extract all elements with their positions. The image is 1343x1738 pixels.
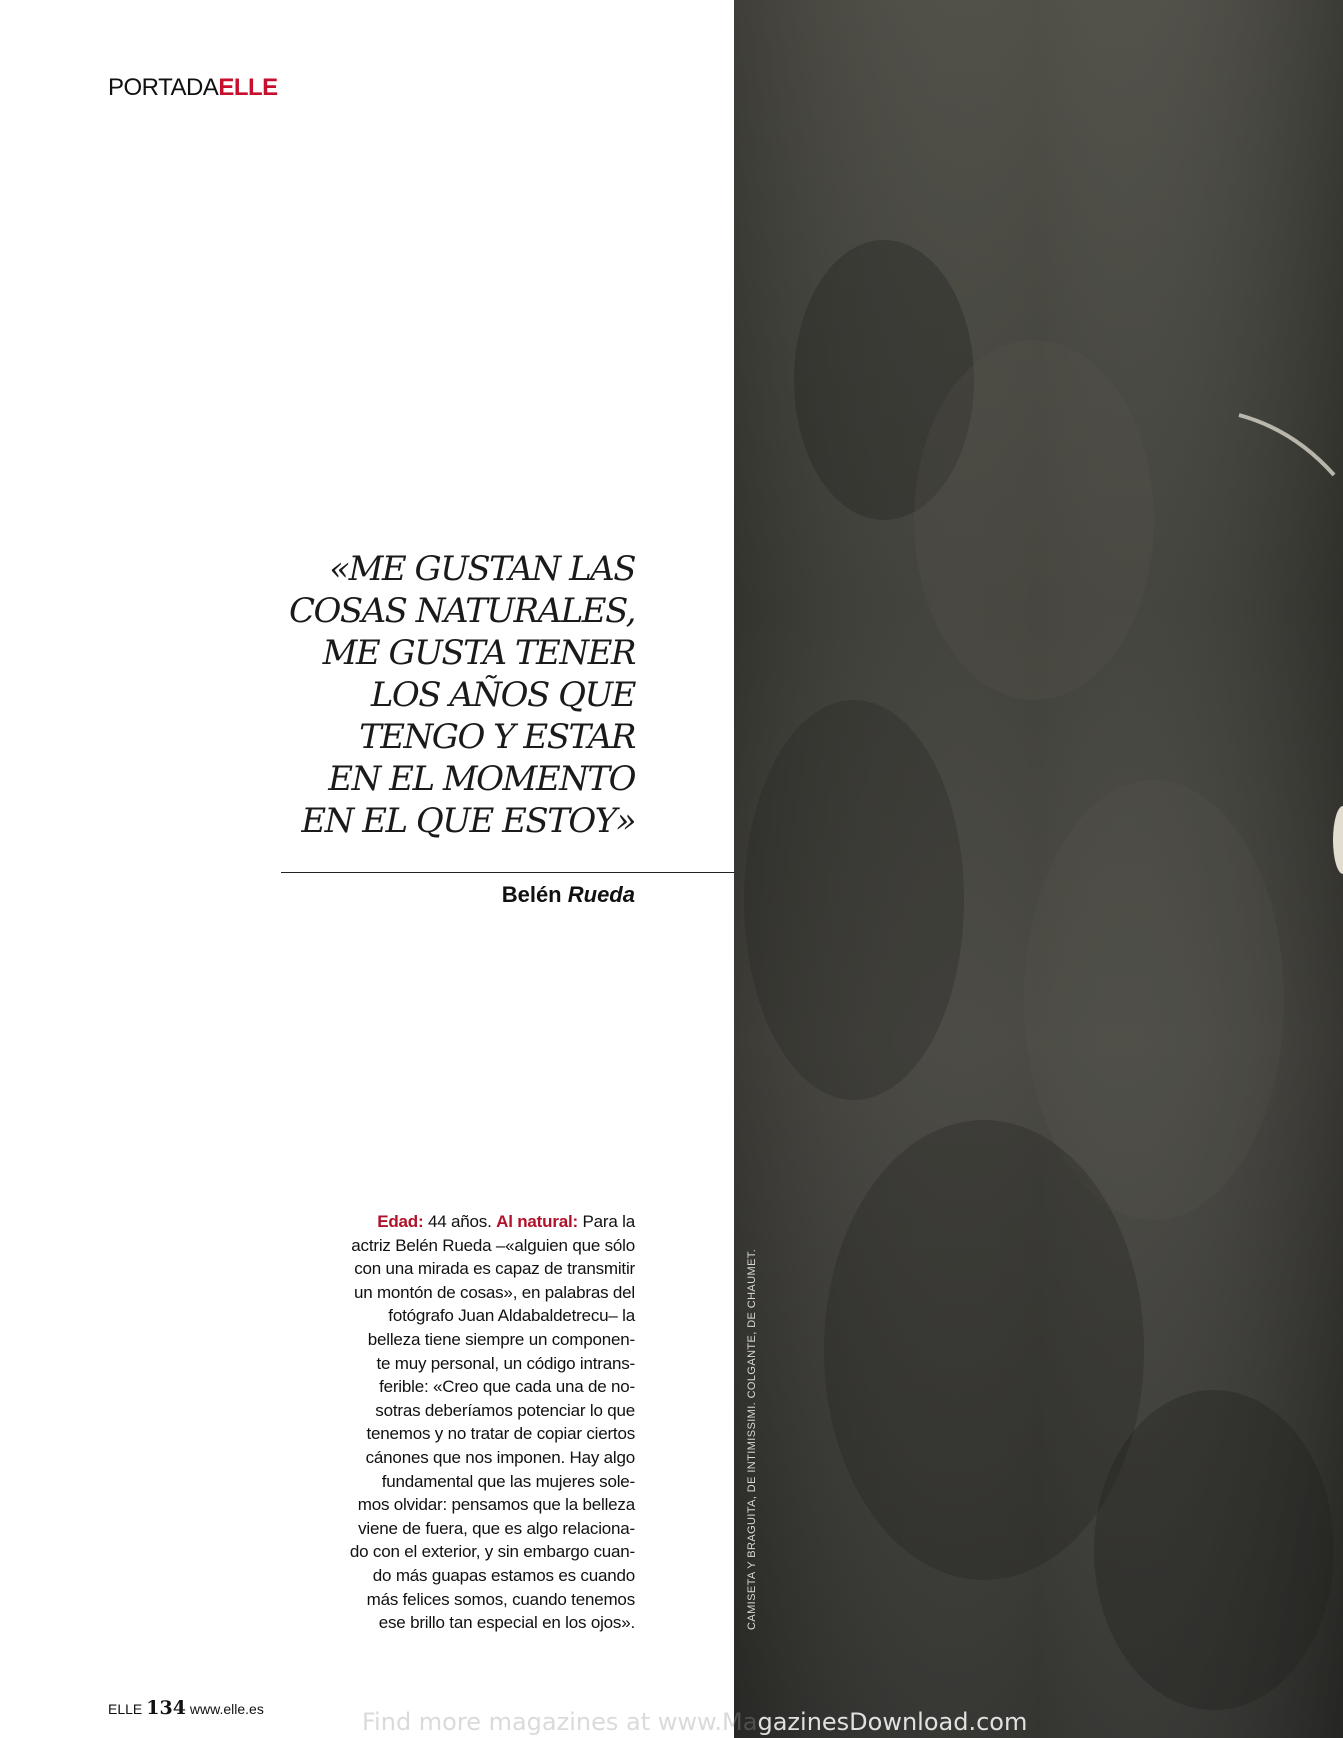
quote-line: TENGO Y ESTAR bbox=[359, 717, 635, 757]
footer-website: www.elle.es bbox=[189, 1701, 264, 1717]
body-line: un montón de cosas», en palabras del bbox=[353, 1282, 635, 1302]
body-line: te muy personal, un código intrans- bbox=[376, 1353, 635, 1373]
body-line: belleza tiene siempre un componen- bbox=[367, 1329, 635, 1349]
body-line: mos olvidar: pensamos que la belleza bbox=[357, 1495, 635, 1515]
watermark-faint: Find more magazines at www.Ma bbox=[362, 1708, 758, 1736]
cover-photo bbox=[734, 0, 1343, 1738]
photo-texture bbox=[734, 0, 1343, 1738]
page-number: 134 bbox=[146, 1697, 186, 1719]
natural-label: Al natural: bbox=[496, 1212, 578, 1231]
body-line-1-rest: Para la bbox=[582, 1212, 635, 1231]
quote-line: EN EL MOMENTO bbox=[328, 759, 635, 799]
section-label bbox=[108, 74, 278, 102]
age-label: Edad: bbox=[377, 1212, 424, 1231]
quote-line: EN EL QUE ESTOY» bbox=[301, 801, 635, 841]
pull-quote bbox=[255, 548, 635, 842]
body-line: do con el exterior, y sin embargo cuan- bbox=[349, 1542, 635, 1562]
quote-line: COSAS NATURALES, bbox=[288, 591, 635, 631]
body-line: ferible: «Creo que cada una de no- bbox=[379, 1377, 635, 1397]
body-line: ese brillo tan especial en los ojos». bbox=[378, 1613, 635, 1633]
footer-magazine: ELLE bbox=[108, 1701, 143, 1717]
body-line: fotógrafo Juan Aldabaldetrecu– la bbox=[388, 1306, 635, 1326]
body-line: con una mirada es capaz de transmitir bbox=[354, 1259, 635, 1279]
quote-line: ME GUSTA TENER bbox=[322, 633, 635, 673]
section-name: PORTADA bbox=[108, 74, 219, 101]
age-value: 44 años. bbox=[427, 1212, 492, 1231]
body-line: cánones que nos imponen. Hay algo bbox=[365, 1447, 635, 1467]
byline-last-name: Rueda bbox=[567, 882, 635, 907]
watermark-text: gazinesDownload.com bbox=[757, 1708, 1028, 1736]
body-line: fundamental que las mujeres sole- bbox=[381, 1471, 635, 1491]
body-text bbox=[300, 1210, 635, 1635]
body-line bbox=[300, 1210, 635, 1234]
brand-name: ELLE bbox=[218, 74, 278, 101]
quote-line: «ME GUSTAN LAS bbox=[329, 549, 635, 589]
photo-credit: CAMISETA Y BRAGUITA, DE INTIMISSIMI. COLGANTE, DE CHAUMET. bbox=[746, 1248, 758, 1630]
byline-first-name: Belén bbox=[501, 882, 562, 907]
byline bbox=[380, 882, 635, 908]
quote-line: LOS AÑOS QUE bbox=[370, 675, 635, 715]
divider-rule bbox=[281, 872, 734, 873]
watermark bbox=[362, 1708, 1027, 1736]
body-line: sotras deberíamos potenciar lo que bbox=[375, 1400, 635, 1420]
body-line: viene de fuera, que es algo relaciona- bbox=[358, 1518, 635, 1538]
body-line: actriz Belén Rueda –«alguien que sólo bbox=[351, 1235, 635, 1255]
body-line: do más guapas estamos es cuando bbox=[372, 1565, 635, 1585]
body-line: tenemos y no tratar de copiar ciertos bbox=[366, 1424, 635, 1444]
body-line: más felices somos, cuando tenemos bbox=[366, 1589, 635, 1609]
page-footer bbox=[108, 1697, 264, 1719]
